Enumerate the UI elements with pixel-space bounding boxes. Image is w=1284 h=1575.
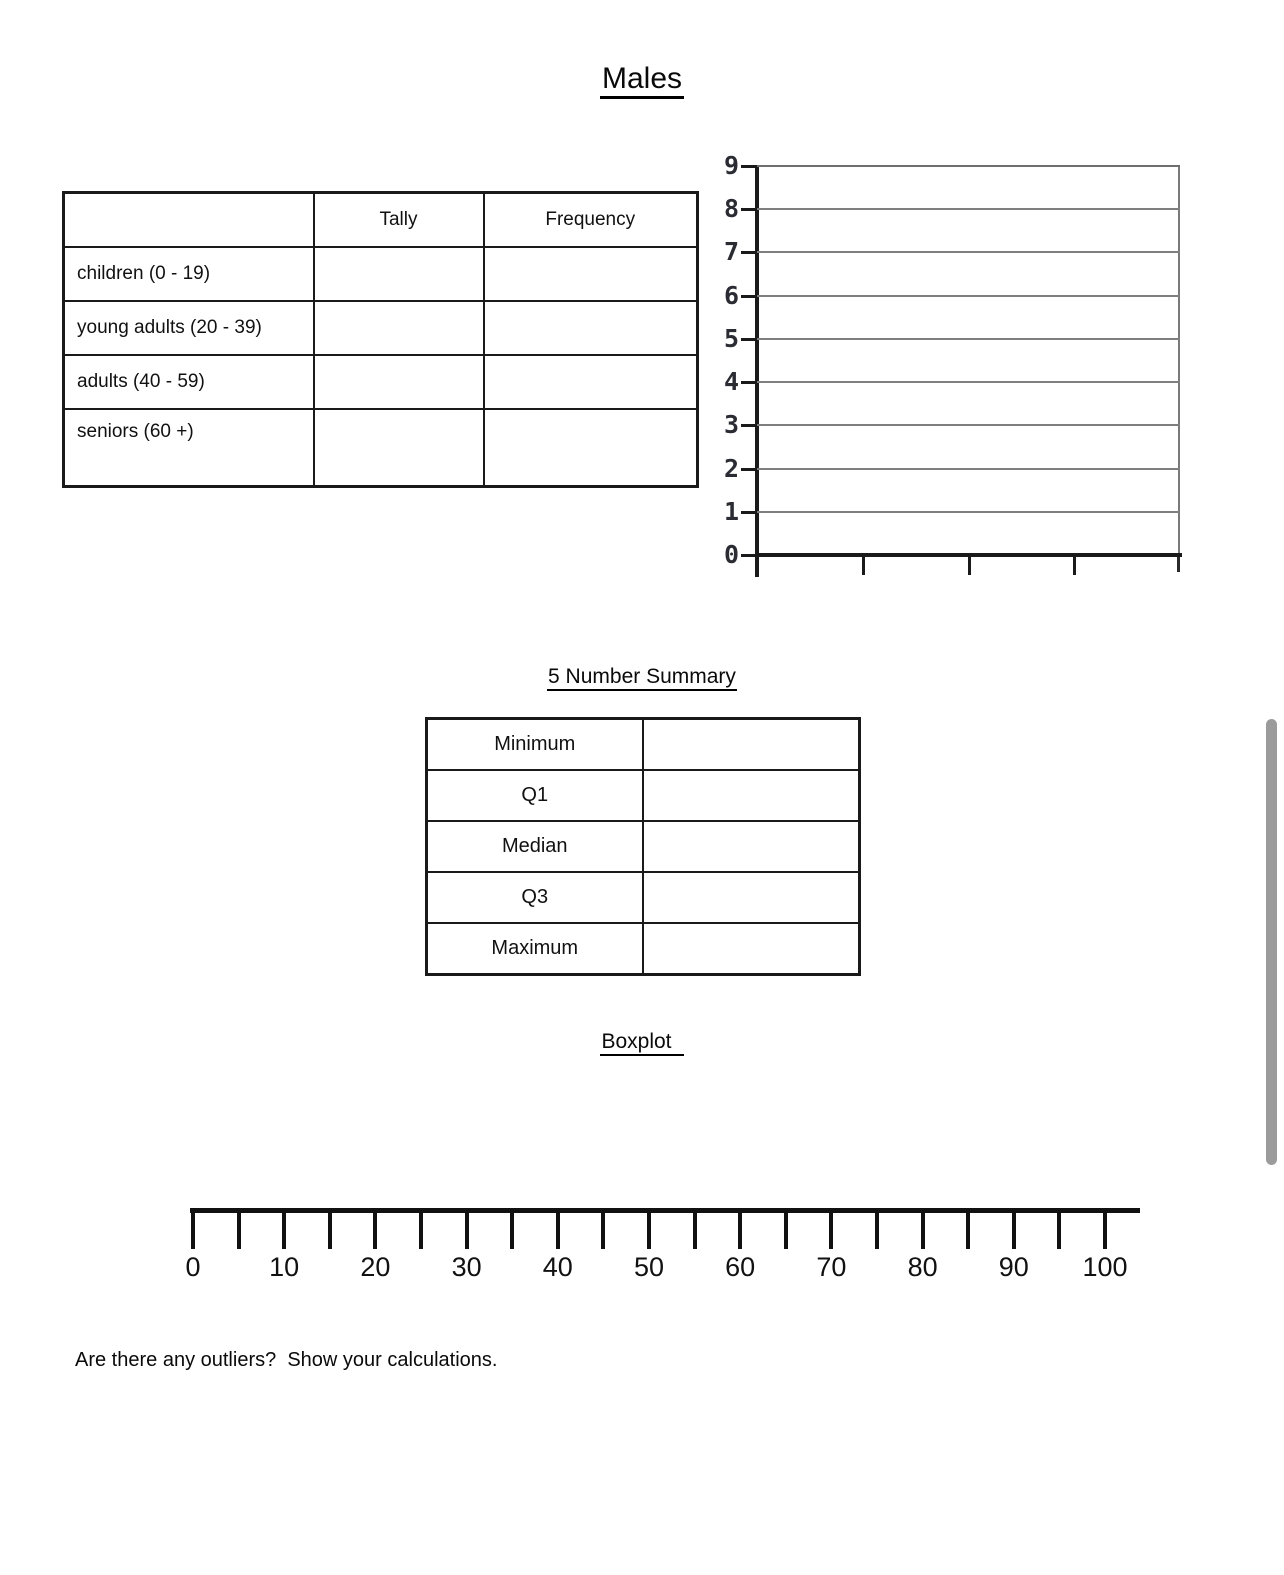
numberline-label: 30 bbox=[451, 1252, 482, 1282]
summary-label: Minimum bbox=[427, 719, 643, 771]
numberline-tick bbox=[738, 1213, 742, 1249]
freq-header-tally: Tally bbox=[314, 193, 484, 248]
outliers-question: Are there any outliers? Show your calculations. bbox=[75, 1349, 498, 1371]
numberline-tick bbox=[373, 1213, 377, 1249]
numberline-tick bbox=[601, 1213, 605, 1249]
freq-header-blank bbox=[64, 193, 314, 248]
summary-row bbox=[427, 770, 860, 821]
numberline-tick bbox=[419, 1213, 423, 1249]
numberline-tick bbox=[966, 1213, 970, 1249]
tally-cell[interactable] bbox=[314, 409, 484, 487]
y-axis-tick bbox=[741, 295, 757, 298]
x-axis-tick bbox=[968, 555, 971, 575]
summary-value-cell[interactable] bbox=[643, 719, 860, 771]
numberline-tick bbox=[647, 1213, 651, 1249]
numberline-label: 70 bbox=[816, 1252, 847, 1282]
summary-table bbox=[425, 717, 861, 976]
freq-table-row bbox=[64, 409, 698, 487]
gridline bbox=[757, 381, 1180, 383]
numberline-label: 40 bbox=[542, 1252, 573, 1282]
numberline-tick bbox=[1103, 1213, 1107, 1249]
y-axis-tick bbox=[741, 424, 757, 427]
numberline-tick bbox=[829, 1213, 833, 1249]
y-axis-label: 8 bbox=[723, 194, 739, 223]
y-axis-label: 1 bbox=[723, 497, 739, 526]
numberline-tick bbox=[328, 1213, 332, 1249]
frequency-cell[interactable] bbox=[484, 409, 698, 487]
gridline bbox=[757, 251, 1180, 253]
gridline bbox=[757, 295, 1180, 297]
numberline-tick bbox=[510, 1213, 514, 1249]
y-axis-label: 2 bbox=[723, 454, 739, 483]
numberline-tick bbox=[556, 1213, 560, 1249]
category-label: adults (40 - 59) bbox=[64, 355, 314, 409]
numberline-tick bbox=[875, 1213, 879, 1249]
freq-table-header-row bbox=[64, 193, 698, 248]
y-axis-label: 6 bbox=[723, 281, 739, 310]
y-axis-tick bbox=[741, 165, 757, 168]
x-axis-tick bbox=[1073, 555, 1076, 575]
y-axis-tick bbox=[741, 554, 757, 557]
y-axis-line bbox=[755, 166, 759, 577]
numberline-tick bbox=[1057, 1213, 1061, 1249]
freq-table-row bbox=[64, 247, 698, 301]
numberline-tick bbox=[191, 1213, 195, 1249]
y-axis-tick bbox=[741, 251, 757, 254]
summary-row bbox=[427, 872, 860, 923]
numberline-label: 20 bbox=[360, 1252, 391, 1282]
gridline bbox=[757, 424, 1180, 426]
boxplot-title: Boxplot bbox=[0, 1030, 1284, 1054]
freq-header-frequency: Frequency bbox=[484, 193, 698, 248]
numberline-tick bbox=[693, 1213, 697, 1249]
frequency-cell[interactable] bbox=[484, 247, 698, 301]
freq-table-row bbox=[64, 301, 698, 355]
x-axis-tick bbox=[862, 555, 865, 575]
frequency-table bbox=[62, 191, 699, 488]
tally-cell[interactable] bbox=[314, 355, 484, 409]
numberline-label: 60 bbox=[725, 1252, 756, 1282]
numberline-label: 10 bbox=[269, 1252, 300, 1282]
y-axis-label: 4 bbox=[723, 367, 739, 396]
y-axis-label: 3 bbox=[723, 410, 739, 439]
category-label: seniors (60 +) bbox=[64, 409, 314, 487]
numberline-tick bbox=[784, 1213, 788, 1249]
y-axis-label: 5 bbox=[723, 324, 739, 353]
numberline-tick bbox=[282, 1213, 286, 1249]
summary-label: Median bbox=[427, 821, 643, 872]
summary-row bbox=[427, 821, 860, 872]
numberline-tick bbox=[465, 1213, 469, 1249]
summary-value-cell[interactable] bbox=[643, 821, 860, 872]
boxplot-number-line bbox=[185, 1208, 1140, 1300]
numberline-label: 80 bbox=[907, 1252, 938, 1282]
tally-cell[interactable] bbox=[314, 247, 484, 301]
y-axis-tick bbox=[741, 511, 757, 514]
bar-chart-grid bbox=[723, 151, 1180, 569]
numberline-label: 0 bbox=[185, 1252, 201, 1282]
numberline-tick bbox=[921, 1213, 925, 1249]
category-label: children (0 - 19) bbox=[64, 247, 314, 301]
y-axis-label: 0 bbox=[723, 540, 739, 569]
summary-value-cell[interactable] bbox=[643, 872, 860, 923]
freq-table-row bbox=[64, 355, 698, 409]
scrollbar-thumb[interactable] bbox=[1266, 719, 1277, 1165]
y-axis-label: 7 bbox=[723, 237, 739, 266]
y-axis-tick bbox=[741, 338, 757, 341]
summary-value-cell[interactable] bbox=[643, 923, 860, 975]
summary-row bbox=[427, 923, 860, 975]
gridline bbox=[757, 511, 1180, 513]
summary-label: Q1 bbox=[427, 770, 643, 821]
y-axis-tick bbox=[741, 208, 757, 211]
category-label: young adults (20 - 39) bbox=[64, 301, 314, 355]
gridline bbox=[757, 468, 1180, 470]
frequency-cell[interactable] bbox=[484, 355, 698, 409]
gridline bbox=[757, 338, 1180, 340]
gridline bbox=[757, 165, 1180, 167]
numberline-tick bbox=[1012, 1213, 1016, 1249]
y-axis-label: 9 bbox=[723, 151, 739, 180]
gridline bbox=[757, 208, 1180, 210]
numberline-label: 50 bbox=[633, 1252, 665, 1282]
numberline-label: 100 bbox=[1082, 1252, 1128, 1282]
numberline-tick bbox=[237, 1213, 241, 1249]
summary-row bbox=[427, 719, 860, 771]
chart-right-border bbox=[1178, 166, 1180, 555]
y-axis-tick bbox=[741, 381, 757, 384]
summary-value-cell[interactable] bbox=[643, 770, 860, 821]
numberline-label: 90 bbox=[998, 1252, 1029, 1282]
page-title: Males bbox=[0, 62, 1284, 96]
number-line-bar bbox=[190, 1208, 1140, 1213]
tally-cell[interactable] bbox=[314, 301, 484, 355]
summary-label: Q3 bbox=[427, 872, 643, 923]
frequency-cell[interactable] bbox=[484, 301, 698, 355]
y-axis-tick bbox=[741, 468, 757, 471]
summary-title: 5 Number Summary bbox=[0, 665, 1284, 689]
x-axis-tick bbox=[1177, 555, 1180, 572]
summary-label: Maximum bbox=[427, 923, 643, 975]
